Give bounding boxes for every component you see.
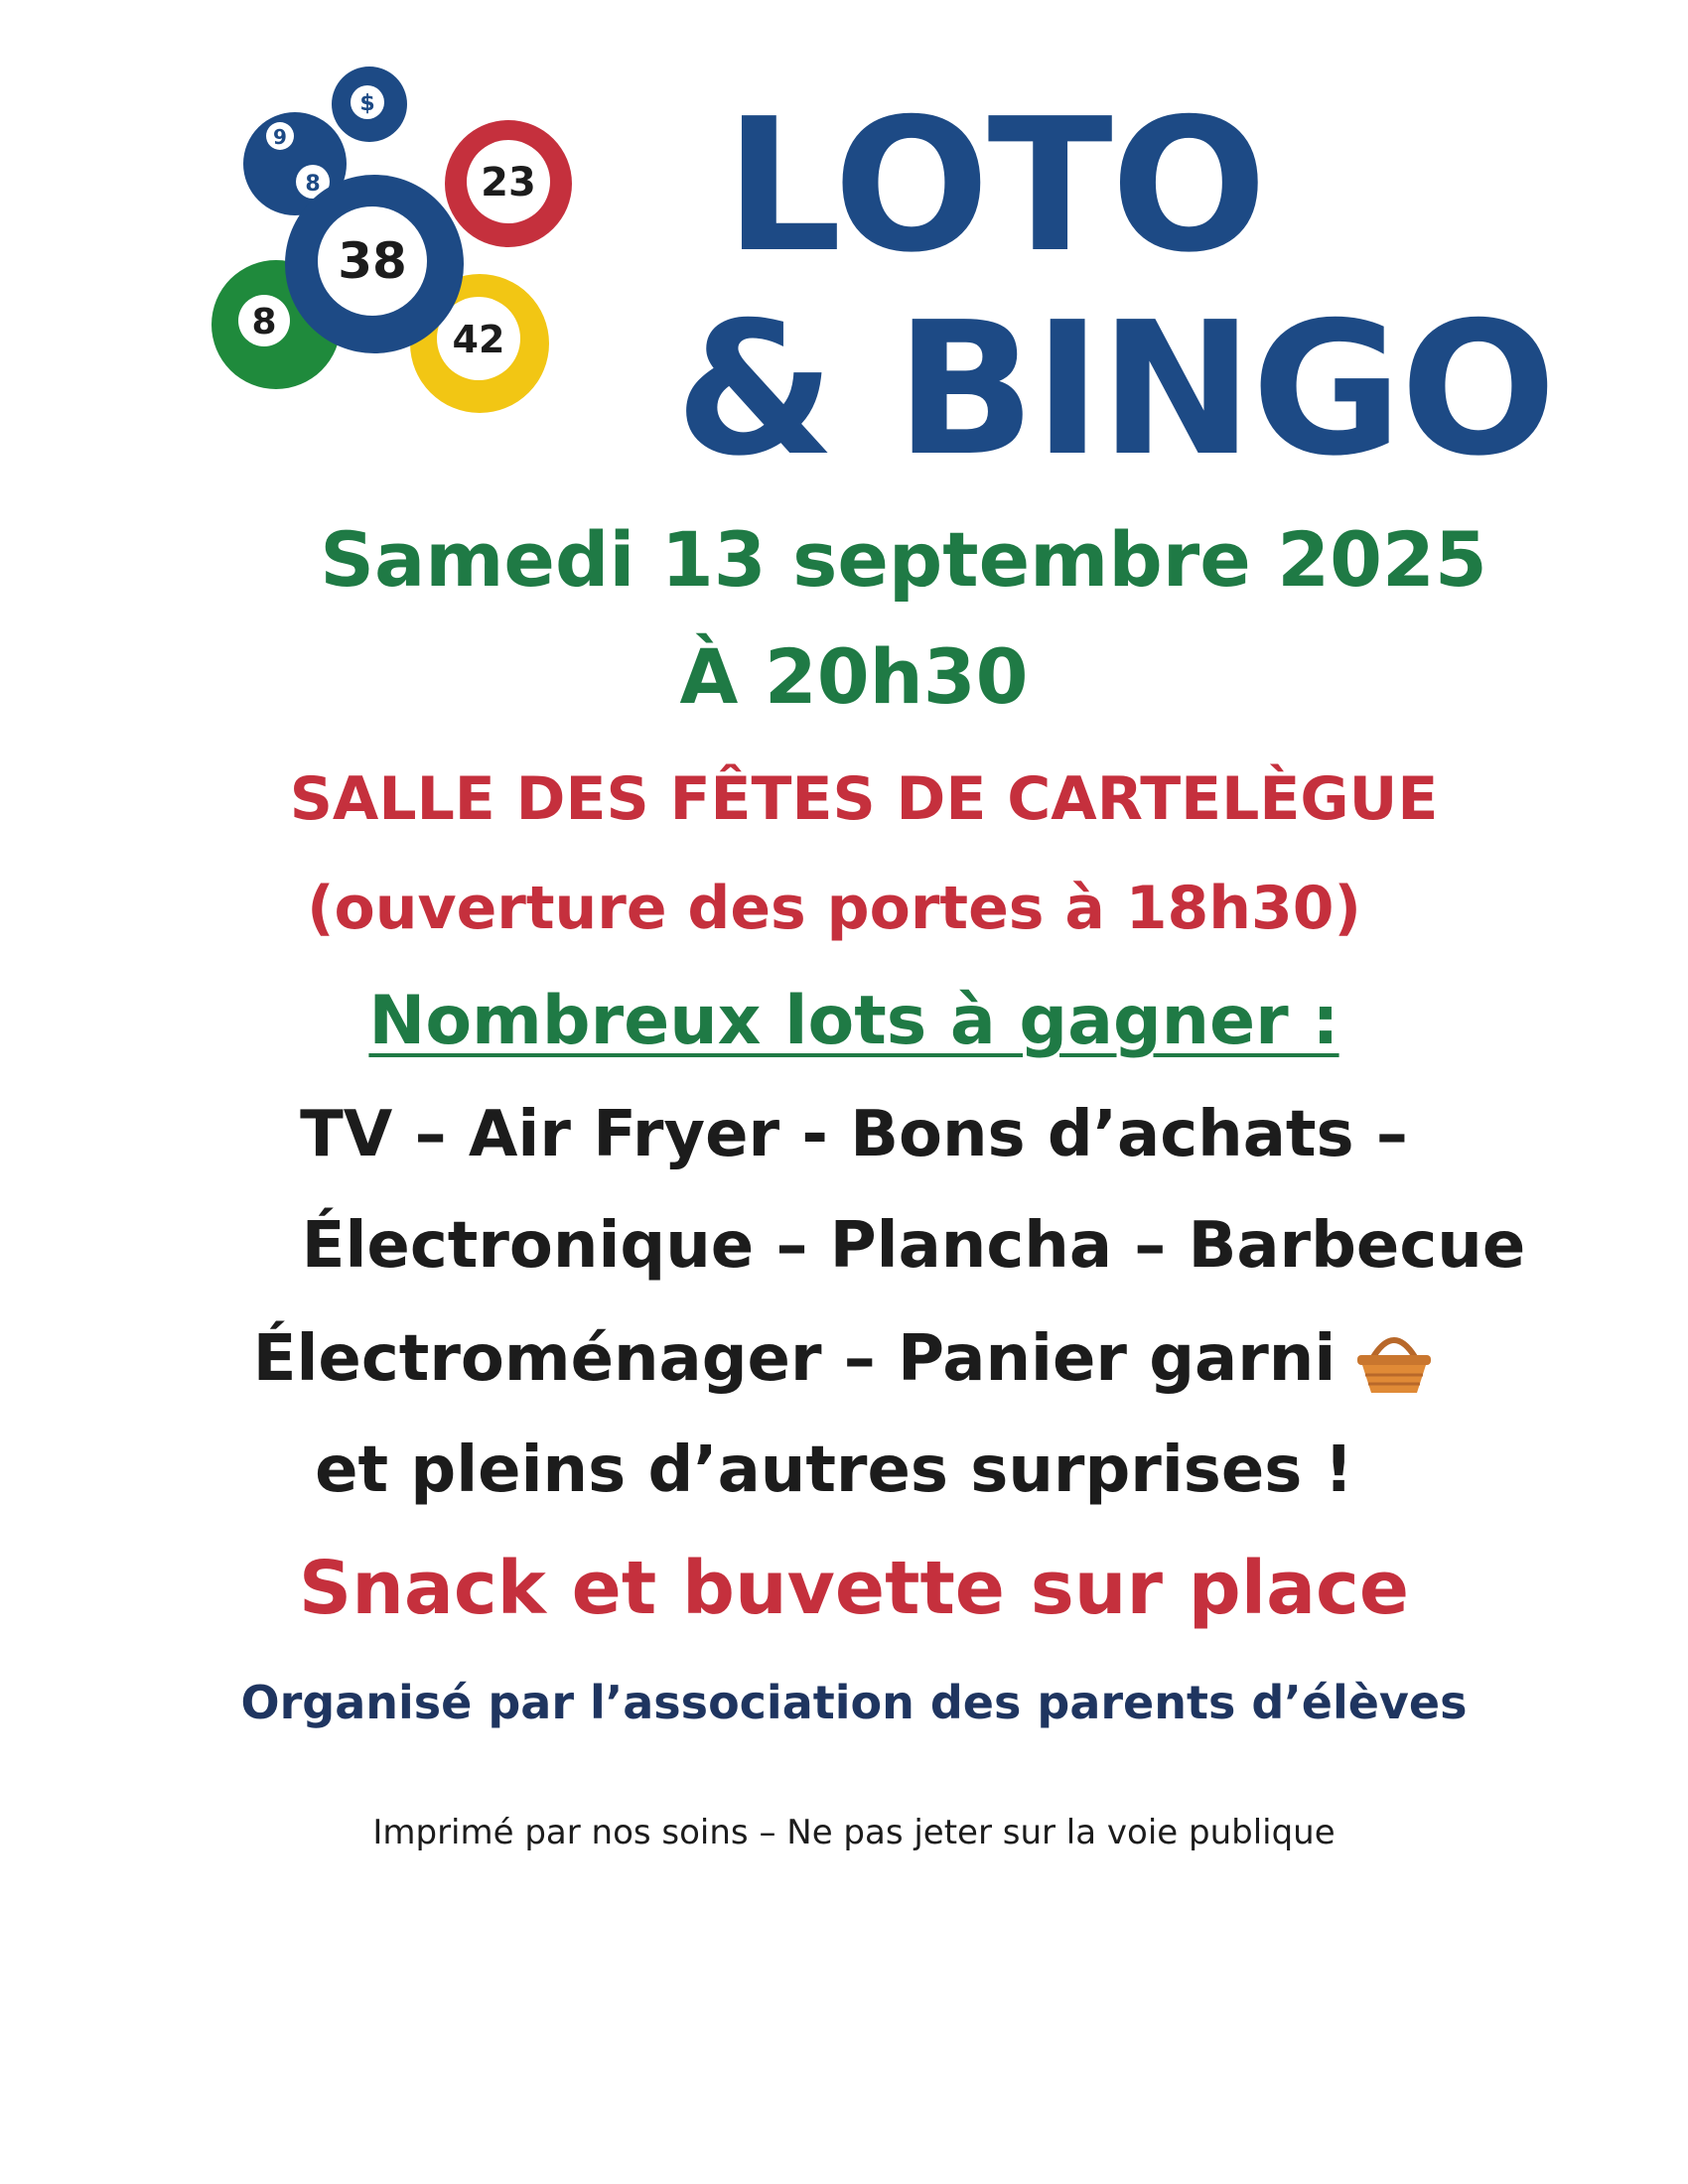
ball-38-label: 38 <box>338 232 407 290</box>
event-date: Samedi 13 septembre 2025 <box>320 515 1487 604</box>
ball-42-label: 42 <box>452 318 505 361</box>
prize-line-2: Électronique – Plancha – Barbecue <box>301 1209 1526 1283</box>
basket-icon <box>1353 1327 1435 1397</box>
title-loto: LOTO <box>725 78 1266 293</box>
prize-line-4: et pleins d’autres surprises ! <box>315 1433 1353 1507</box>
title-bingo: & BINGO <box>675 282 1555 496</box>
ball-23 <box>445 120 572 247</box>
ball-38 <box>285 175 464 353</box>
prize-line-3-text: Électroménager – Panier garni <box>252 1322 1336 1396</box>
prizes-heading <box>10 982 1688 1060</box>
snack-notice: Snack et buvette sur place <box>298 1546 1410 1631</box>
organizer-notice: Organisé par l’association des parents d’élèves <box>240 1676 1468 1729</box>
event-venue: SALLE DES FÊTES DE CARTELÈGUE <box>289 764 1439 834</box>
footer-notice: Imprimé par nos soins – Ne pas jeter sur la voie publique <box>372 1813 1336 1852</box>
ball-dollar-label: $ <box>359 91 375 116</box>
ball-nine-label: 9 <box>273 125 287 149</box>
ball-8-label: 8 <box>251 302 277 342</box>
bingo-balls-icon <box>209 65 586 422</box>
event-doors: (ouverture des portes à 18h30) <box>307 874 1361 943</box>
prize-line-3 <box>0 1324 1688 1397</box>
ball-dollar <box>332 67 407 142</box>
prizes-heading-text: Nombreux lots à gagner : <box>368 982 1339 1060</box>
prize-line-1: TV – Air Fryer - Bons d’achats – <box>300 1098 1408 1171</box>
event-time: À 20h30 <box>679 632 1029 721</box>
ball-eight-small-label: 8 <box>305 172 321 197</box>
ball-23-label: 23 <box>481 160 536 205</box>
